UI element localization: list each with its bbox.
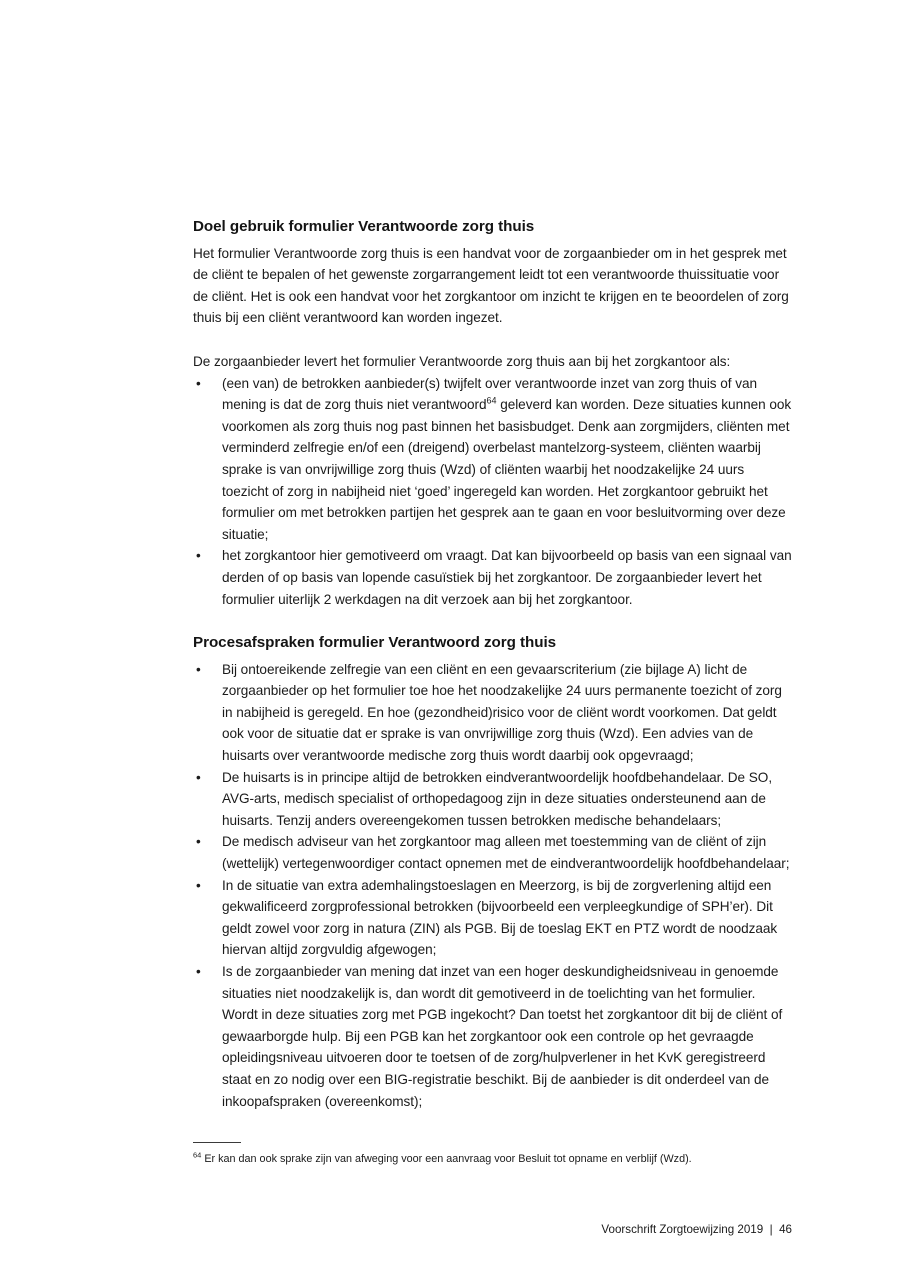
- footnote-text: [193, 1152, 792, 1166]
- section-heading-doel: Doel gebruik formulier Verantwoorde zorg thuis: [193, 218, 535, 235]
- bullet-text: (een van) de betrokken aanbieder(s) twijfelt over verantwoorde inzet van zorg thuis of van mening is dat de zorg thuis niet verantwoord: [222, 375, 758, 413]
- bullet-text: geleverd kan worden. Deze situaties kunnen ook voorkomen als zorg thuis nog past binnen het basisbudget. Denk aan zorgmijders, cliënten met verminderd zelfregie en/of een (dreigend) overbelast mantelzorg-systeem, cliënten waarbij sprake is van onvrijwillige zorg thuis (Wzd) of cliënten waarbij het noodzakelijke 24 uurs toezicht of zorg in nabijheid niet ‘goed’ ingeregeld kan worden. Het zorgkantoor gebruikt het formulier om met betrokken partijen het gesprek aan te gaan en voor besluitvorming over deze situatie;: [222, 397, 792, 542]
- proces-bullet-list: [193, 659, 792, 1112]
- footnote-reference: 64: [486, 395, 497, 406]
- list-item: [193, 831, 792, 874]
- list-item: [193, 961, 792, 1112]
- footnote-area: [193, 1142, 792, 1166]
- list-item: [193, 545, 792, 610]
- page-footer: [601, 1222, 792, 1238]
- bullet-text: De medisch adviseur van het zorgkantoor mag alleen met toestemming van de cliënt of zijn (wettelijk) vertegenwoordiger contact opnemen met de eindverantwoordelijk hoofdbehandelaar;: [222, 834, 790, 872]
- doel-bullet-list: [193, 373, 792, 611]
- bullet-text: De huisarts is in principe altijd de betrokken eindverantwoordelijk hoofdbehandelaar. De SO, AVG-arts, medisch specialist of orthopedagoog zijn in deze situaties ondersteunend aan de huisarts. Tenzij anders overeengekomen tussen betrokken medische behandelaars;: [222, 769, 773, 828]
- footer-separator: |: [763, 1223, 780, 1236]
- page-content: [193, 216, 792, 1112]
- footer-page-number: 46: [779, 1223, 792, 1236]
- doel-list-intro: De zorgaanbieder levert het formulier Verantwoorde zorg thuis aan bij het zorgkantoor als:: [193, 353, 731, 369]
- bullet-text: In de situatie van extra ademhalingstoeslagen en Meerzorg, is bij de zorgverlening altijd een gekwalificeerd zorgprofessional betrokken (bijvoorbeeld een verpleegkundige of SPH’er). Dit geldt zowel voor zorg in natura (ZIN) als PGB. Bij de toeslag EKT en PTZ wordt de noodzaak hiervan altijd zorgvuldig afgewogen;: [222, 877, 778, 958]
- footnote-separator-rule: [193, 1142, 241, 1143]
- list-item: [193, 659, 792, 767]
- section-heading-procesafspraken: Procesafspraken formulier Verantwoord zorg thuis: [193, 634, 557, 652]
- list-item: [193, 875, 792, 961]
- bullet-text: Bij ontoereikende zelfregie van een cliënt en een gevaarscriterium (zie bijlage A) licht de zorgaanbieder op het formulier toe hoe het noodzakelijke 24 uurs permanente toezicht of zorg in nabijheid is geregeld. En hoe (gezondheid)risico voor de cliënt wordt voorkomen. Dat geldt ook voor de situatie dat er sprake is van onvrijwillige zorg thuis (Wzd). Een advies van de huisarts over verantwoorde medische zorg thuis wordt daarbij ook opgevraagd;: [222, 661, 782, 764]
- bullet-text: Is de zorgaanbieder van mening dat inzet van een hoger deskundigheidsniveau in genoemde situaties niet noodzakelijk is, dan wordt dit gemotiveerd in de toelichting van het formulier. Wordt in deze situaties zorg met PGB ingekocht? Dan toetst het zorgkantoor dit bij de cliënt of gewaarborgde hulp. Bij een PGB kan het zorgkantoor ook een controle op het gevraagde opleidingsniveau uitvoeren door te toetsen of de zorg/hulpverlener in het KvK geregistreerd staat en zo nodig over een BIG-registratie beschikt. Bij de aanbieder is dit onderdeel van de inkoopafspraken (overeenkomst);: [222, 964, 783, 1109]
- bullet-text: het zorgkantoor hier gemotiveerd om vraagt. Dat kan bijvoorbeeld op basis van een signaal van derden of op basis van lopende casuïstiek bij het zorgkantoor. De zorgaanbieder levert het formulier uiterlijk 2 werkdagen na dit verzoek aan bij het zorgkantoor.: [222, 548, 792, 607]
- footer-document-title: Voorschrift Zorgtoewijzing 2019: [601, 1223, 764, 1236]
- footnote-body: Er kan dan ook sprake zijn van afweging voor een aanvraag voor Besluit tot opname en verblijf (Wzd).: [201, 1153, 692, 1165]
- footnote-marker: 64: [193, 1150, 202, 1160]
- list-item: [193, 767, 792, 832]
- doel-paragraph: Het formulier Verantwoorde zorg thuis is een handvat voor de zorgaanbieder om in het gesprek met de cliënt te bepalen of het gewenste zorgarrangement leidt tot een verantwoorde thuissituatie voor de cliënt. Het is ook een handvat voor het zorgkantoor om inzicht te krijgen en te beoordelen of zorg thuis bij een cliënt verantwoord kan worden ingezet.: [193, 245, 789, 326]
- list-item: [193, 373, 792, 546]
